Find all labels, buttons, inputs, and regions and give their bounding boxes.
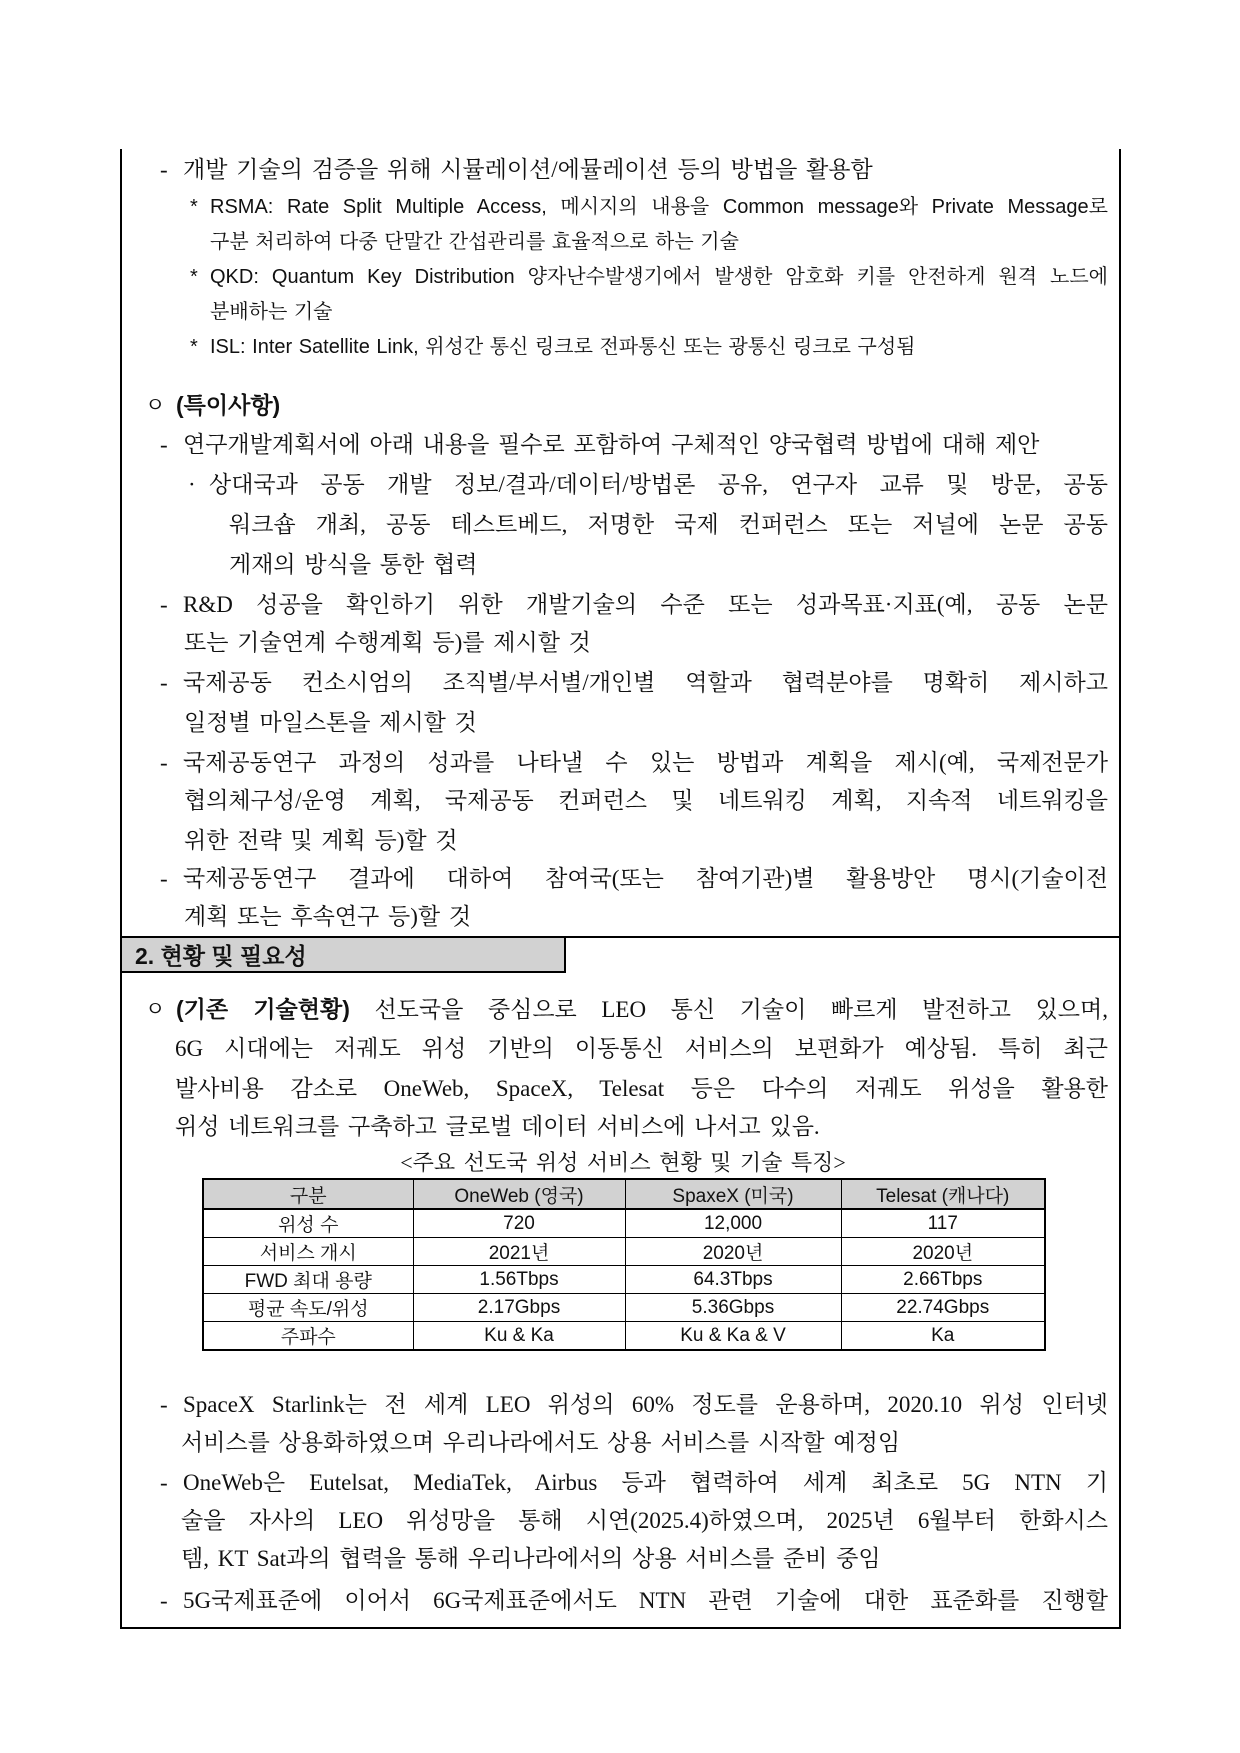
- line-text: 위한 전략 및 계획 등)할 것: [184, 828, 458, 853]
- table-header-cell: OneWeb (영국): [413, 1179, 625, 1209]
- dot-bullet-marker: ·: [188, 472, 196, 497]
- row-label-cell: 주파수: [203, 1322, 413, 1351]
- table-header-cell: Telesat (캐나다): [841, 1179, 1045, 1209]
- table-cell: 720: [413, 1209, 625, 1238]
- table-header-row: [203, 1179, 1045, 1209]
- doc-line: [175, 1034, 1108, 1064]
- row-label-cell: 위성 수: [203, 1209, 413, 1238]
- bullet-marker: -: [160, 1588, 168, 1613]
- table-cell: 2020년: [625, 1238, 841, 1266]
- doc-line: [160, 748, 1108, 778]
- bullet-marker: -: [160, 157, 168, 182]
- doc-line: [184, 786, 1108, 816]
- circle-bullet-marker: ㅇ: [145, 997, 166, 1021]
- table-row: [203, 1266, 1045, 1294]
- doc-line: [175, 1074, 1108, 1104]
- line-text: QKD: Quantum Key Distribution 양자난수발생기에서 발생한 암호화 키를 안전하게 원격 노드에: [210, 266, 1108, 288]
- asterisk-marker: *: [190, 196, 198, 218]
- doc-line: [181, 1544, 1108, 1574]
- line-text: 상대국과 공동 개발 정보/결과/데이터/방법론 공유, 연구자 교류 및 방문, 공동: [209, 472, 1108, 497]
- table-cell: 2.17Gbps: [413, 1294, 625, 1322]
- line-text: 개발 기술의 검증을 위해 시뮬레이션/에뮬레이션 등의 방법을 활용함: [183, 157, 873, 182]
- doc-line: [184, 708, 1108, 738]
- doc-line: [184, 902, 1108, 932]
- footnote-line: [210, 227, 1108, 257]
- doc-line: [229, 510, 1108, 540]
- bullet-marker: -: [160, 866, 168, 891]
- table-cell: 117: [841, 1209, 1045, 1238]
- line-text: 발사비용 감소로 OneWeb, SpaceX, Telesat 등은 다수의 저궤도 위성을 활용한: [175, 1076, 1108, 1101]
- table-row: [203, 1322, 1045, 1351]
- line-text: 6G 시대에는 저궤도 위성 기반의 이동통신 서비스의 보편화가 예상됨. 특히 최근: [175, 1036, 1108, 1061]
- doc-line: [181, 1428, 1108, 1458]
- row-label-cell: 서비스 개시: [203, 1238, 413, 1266]
- line-text: 5G국제표준에 이어서 6G국제표준에서도 NTN 관련 기술에 대한 표준화를 진행할: [183, 1588, 1108, 1613]
- table-caption: <주요 선도국 위성 서비스 현황 및 기술 특징>: [400, 1150, 846, 1175]
- doc-line: [175, 1112, 1108, 1142]
- line-text: RSMA: Rate Split Multiple Access, 메시지의 내용을 Common message와 Private Message로: [210, 196, 1108, 218]
- table-row: [203, 1209, 1045, 1238]
- doc-line: [160, 155, 1108, 185]
- line-text: 게재의 방식을 통한 협력: [229, 552, 478, 577]
- doc-line: [145, 994, 1108, 1025]
- line-text: R&D 성공을 확인하기 위한 개발기술의 수준 또는 성과목표·지표(예, 공동 논문: [183, 592, 1108, 617]
- line-text: 워크숍 개최, 공동 테스트베드, 저명한 국제 컨퍼런스 또는 저널에 논문 공동: [229, 512, 1108, 537]
- table-cell: 22.74Gbps: [841, 1294, 1045, 1322]
- bullet-marker: -: [160, 670, 168, 695]
- table-cell: Ka: [841, 1322, 1045, 1351]
- inline-heading: (기존 기술현황): [176, 996, 350, 1022]
- bullet-marker: -: [160, 592, 168, 617]
- inline-heading: (특이사항): [176, 392, 281, 418]
- doc-line: [188, 470, 1108, 500]
- line-text: 템, KT Sat과의 협력을 통해 우리나라에서의 상용 서비스를 준비 중임: [181, 1546, 881, 1571]
- line-text: 분배하는 기술: [210, 301, 333, 323]
- subsection-heading: [145, 390, 1108, 421]
- line-text: ISL: Inter Satellite Link, 위성간 통신 링크로 전파통신 또는 광통신 링크로 구성됨: [210, 336, 916, 358]
- line-text: 선도국을 중심으로 LEO 통신 기술이 빠르게 발전하고 있으며,: [374, 997, 1108, 1022]
- table-cell: 5.36Gbps: [625, 1294, 841, 1322]
- doc-line: [229, 550, 1108, 580]
- doc-line: [181, 1506, 1108, 1536]
- row-label-cell: 평균 속도/위성: [203, 1294, 413, 1322]
- table-cell: Ku & Ka: [413, 1322, 625, 1351]
- footnote-line: [210, 297, 1108, 327]
- table-row: [203, 1294, 1045, 1322]
- asterisk-marker: *: [190, 336, 198, 358]
- bullet-marker: -: [160, 432, 168, 457]
- doc-line: [160, 1390, 1108, 1420]
- table-cell: 2.66Tbps: [841, 1266, 1045, 1294]
- content-border-box: [120, 149, 1121, 1629]
- line-text: 국제공동연구 과정의 성과를 나타낼 수 있는 방법과 계획을 제시(예, 국제전문가: [183, 750, 1108, 775]
- section-2-header: [120, 936, 566, 973]
- table-header-cell: 구분: [203, 1179, 413, 1209]
- line-text: 위성 네트워크를 구축하고 글로벌 데이터 서비스에 나서고 있음.: [175, 1114, 820, 1139]
- doc-line: [160, 1586, 1108, 1616]
- section-2-title: 2. 현황 및 필요성: [135, 943, 307, 969]
- doc-line: [160, 430, 1108, 460]
- table-cell: Ku & Ka & V: [625, 1322, 841, 1351]
- table-cell: 1.56Tbps: [413, 1266, 625, 1294]
- row-label-cell: FWD 최대 용량: [203, 1266, 413, 1294]
- bullet-marker: -: [160, 750, 168, 775]
- bullet-marker: -: [160, 1470, 168, 1495]
- table-cell: 2020년: [841, 1238, 1045, 1266]
- line-text: 국제공동연구 결과에 대하여 참여국(또는 참여기관)별 활용방안 명시(기술이전: [183, 866, 1108, 891]
- line-text: 구분 처리하여 다중 단말간 간섭관리를 효율적으로 하는 기술: [210, 231, 739, 253]
- doc-line: [160, 590, 1108, 620]
- doc-line: [184, 826, 1108, 856]
- doc-line: [160, 1468, 1108, 1498]
- footnote-line: [190, 192, 1108, 222]
- table-cell: 64.3Tbps: [625, 1266, 841, 1294]
- doc-line: [160, 668, 1108, 698]
- bullet-marker: -: [160, 1392, 168, 1417]
- line-text: 서비스를 상용화하였으며 우리나라에서도 상용 서비스를 시작할 예정임: [181, 1430, 901, 1455]
- line-text: 국제공동 컨소시엄의 조직별/부서별/개인별 역할과 협력분야를 명확히 제시하고: [183, 670, 1108, 695]
- footnote-line: [190, 332, 1108, 362]
- doc-line: [160, 864, 1108, 894]
- footnote-line: [190, 262, 1108, 292]
- line-text: SpaceX Starlink는 전 세계 LEO 위성의 60% 정도를 운용하며, 2020.10 위성 인터넷: [183, 1392, 1108, 1417]
- asterisk-marker: *: [190, 266, 198, 288]
- circle-bullet-marker: ㅇ: [145, 393, 166, 417]
- line-text: 계획 또는 후속연구 등)할 것: [184, 904, 472, 929]
- line-text: 일정별 마일스톤을 제시할 것: [184, 710, 477, 735]
- table-header-cell: SpaxeX (미국): [625, 1179, 841, 1209]
- table-cell: 12,000: [625, 1209, 841, 1238]
- satellite-service-table: [202, 1178, 1046, 1351]
- doc-line: [184, 628, 1108, 658]
- line-text: 술을 자사의 LEO 위성망을 통해 시연(2025.4)하였으며, 2025년 6월부터 한화시스: [181, 1508, 1108, 1533]
- line-text: 또는 기술연계 수행계획 등)를 제시할 것: [184, 630, 591, 655]
- table-cell: 2021년: [413, 1238, 625, 1266]
- line-text: OneWeb은 Eutelsat, MediaTek, Airbus 등과 협력하여 세계 최초로 5G NTN 기: [183, 1470, 1108, 1495]
- line-text: 연구개발계획서에 아래 내용을 필수로 포함하여 구체적인 양국협력 방법에 대해 제안: [183, 432, 1040, 457]
- table-row: [203, 1238, 1045, 1266]
- line-text: 협의체구성/운영 계획, 국제공동 컨퍼런스 및 네트워킹 계획, 지속적 네트워킹을: [184, 788, 1108, 813]
